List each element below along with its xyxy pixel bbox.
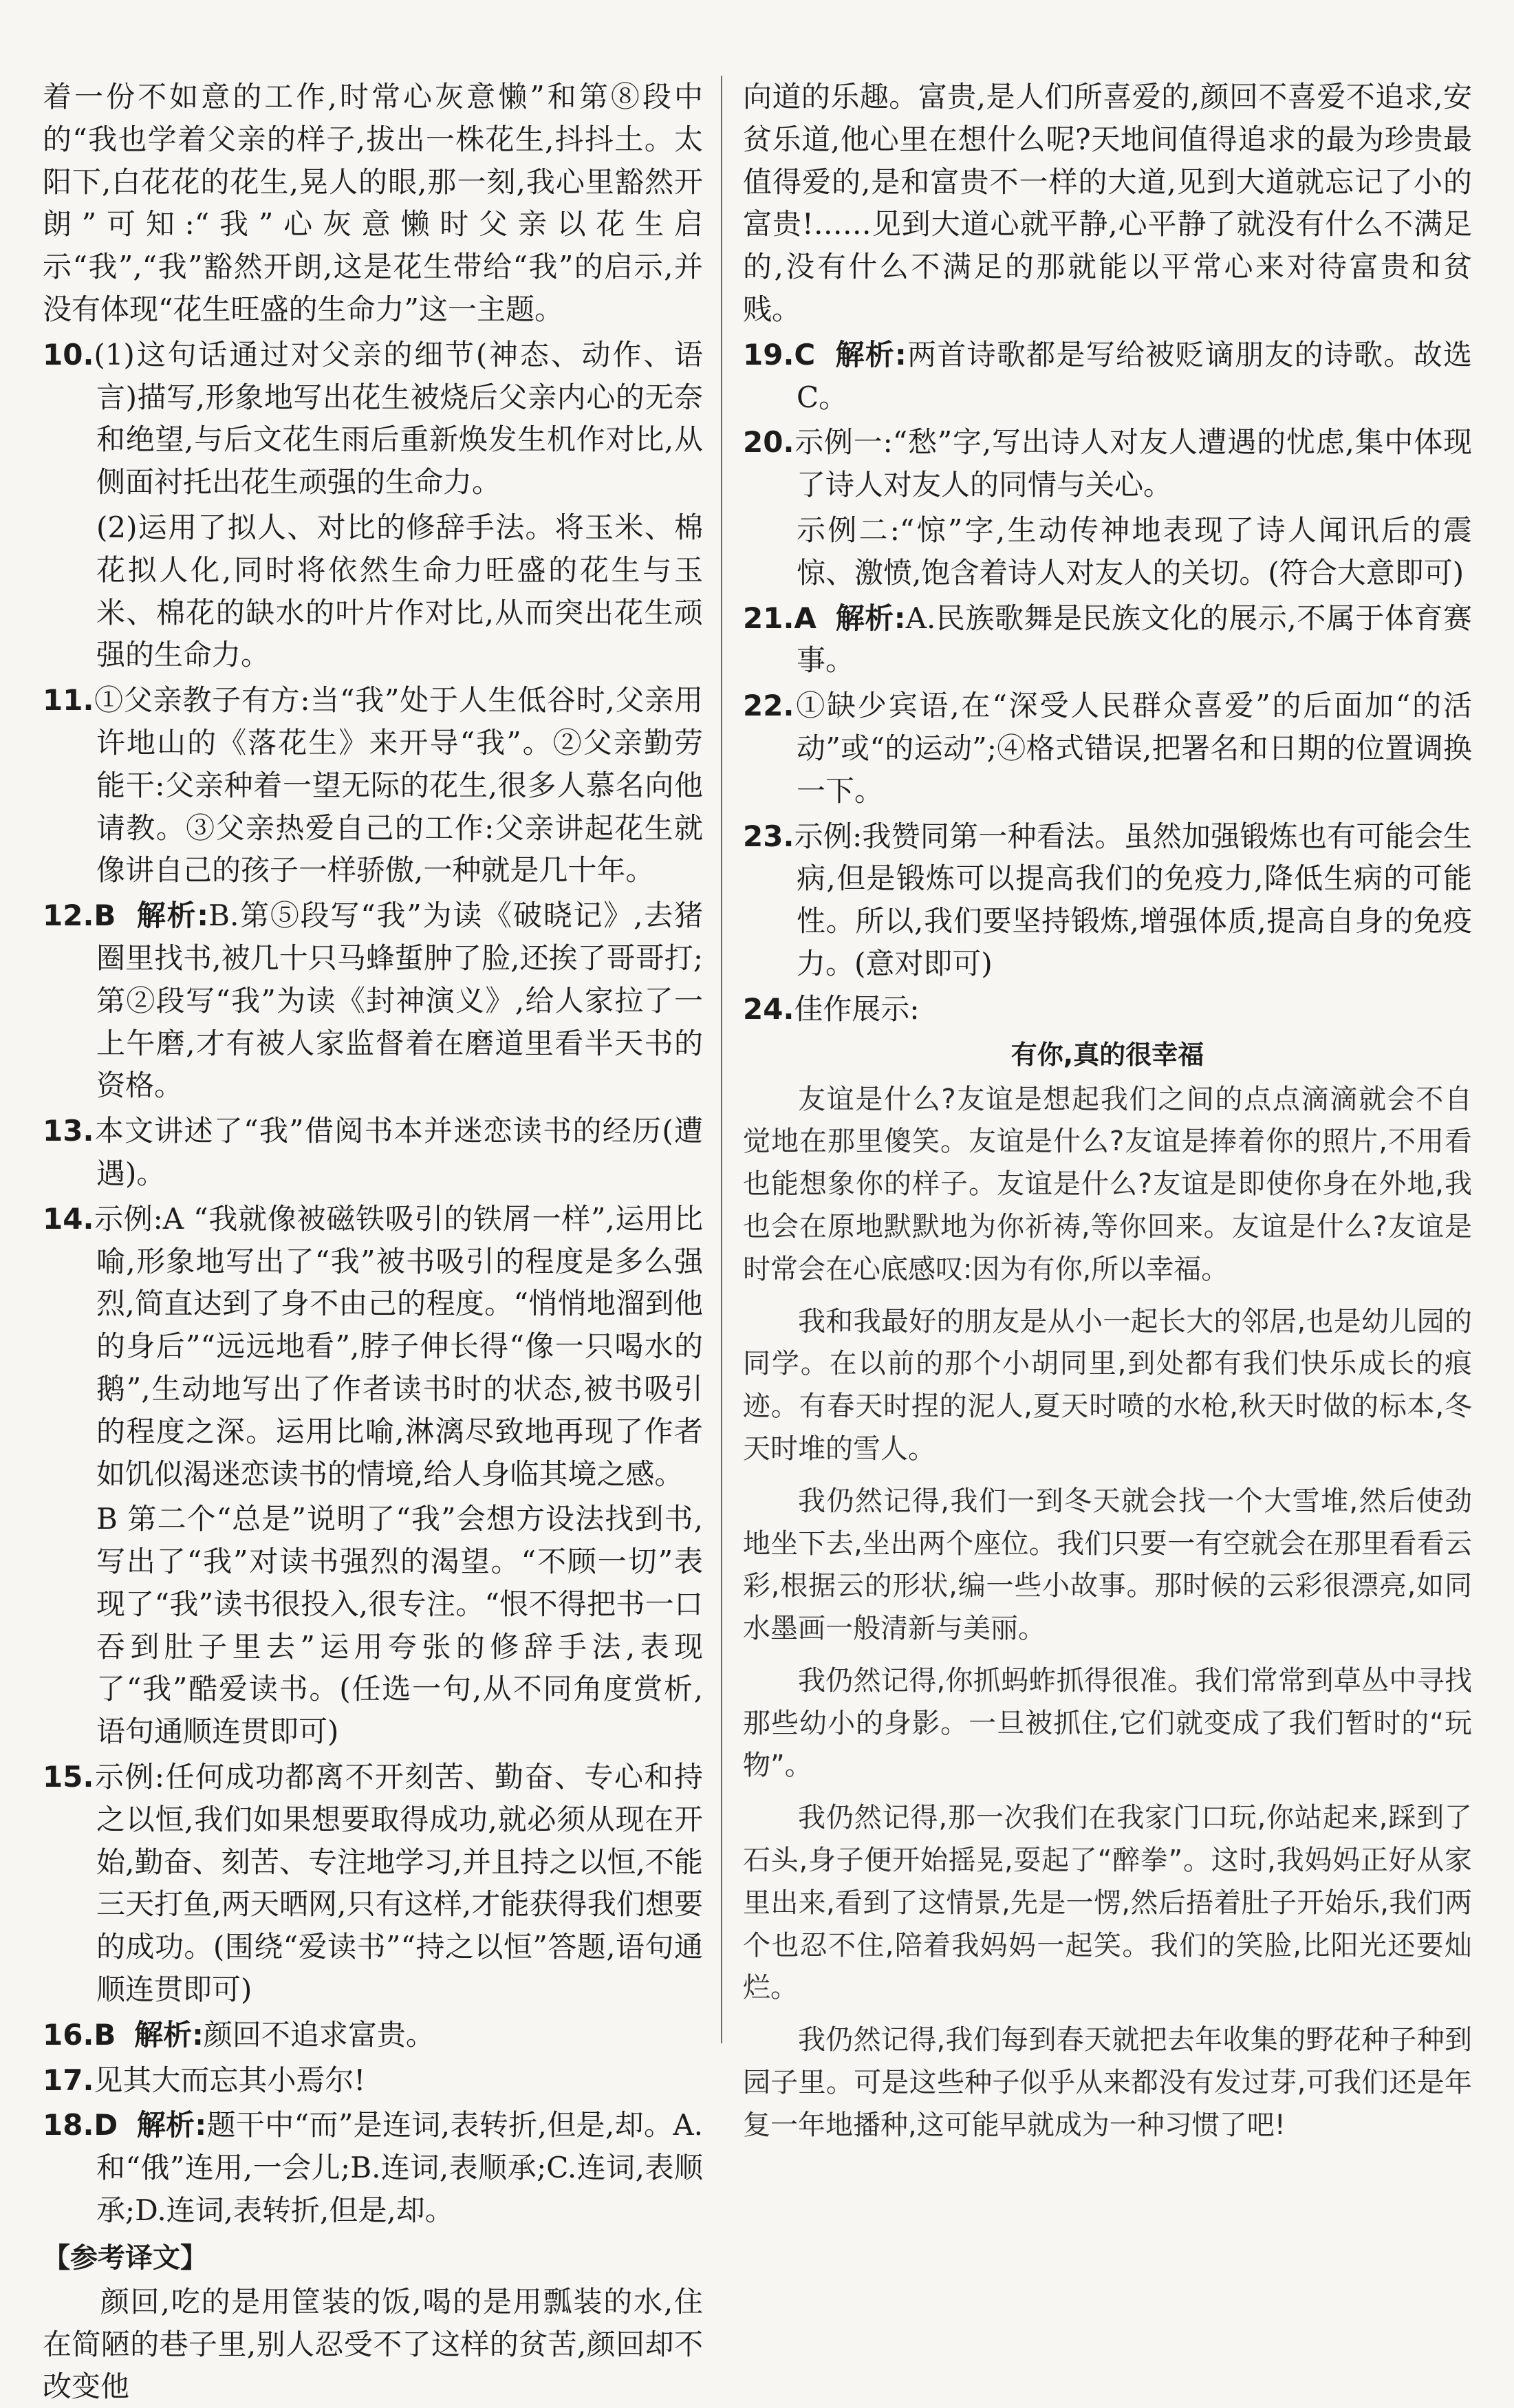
- answer-14: [43, 1198, 703, 1496]
- answer-text: 示例:我赞同第一种看法。虽然加强锻炼也有可能会生病,但是锻炼可以提高我们的免疫力,降低生病的可能性。所以,我们要坚持锻炼,增强体质,提高自身的免疫力。(意对即可): [794, 819, 1472, 980]
- question-number: 21.: [743, 601, 794, 635]
- answer-18: [43, 2104, 703, 2231]
- essay-body: [743, 1079, 1472, 2147]
- question-number: 24.: [743, 991, 794, 1026]
- answer-text: 两首诗歌都是写给被贬谪朋友的诗歌。故选C。: [797, 337, 1472, 414]
- question-number: 13.: [43, 1114, 94, 1148]
- answer-text: ①缺少宾语,在“深受人民群众喜爱”的后面加“的活动”或“的运动”;④格式错误,把署名和日期的位置调换一下。: [794, 689, 1472, 808]
- analysis-label: 解析:: [134, 2017, 204, 2052]
- analysis-label: 解析:: [136, 2108, 207, 2142]
- left-column: [43, 76, 704, 2404]
- answer-text: 本文讲述了“我”借阅书本并迷恋读书的经历(遭遇)。: [94, 1114, 703, 1190]
- answer-13: [43, 1110, 703, 1195]
- question-number: 23.: [743, 819, 794, 853]
- essay-paragraph: 我仍然记得,我们每到春天就把去年收集的野花种子种到园子里。可是这些种子似乎从来都没有发过芽,可我们还是年复一年地播种,这可能早就成为一种习惯了吧!: [743, 2024, 1472, 2141]
- answer-24: [743, 988, 1472, 1031]
- choice-letter: B: [94, 2017, 116, 2052]
- answer-16: [43, 2014, 703, 2056]
- answer-22: [743, 685, 1472, 812]
- answer-text: (1)这句话通过对父亲的细节(神态、动作、语言)描写,形象地写出花生被烧后父亲内心的无奈和绝望,与后文花生雨后重新焕发生机作对比,从侧面衬托出花生顽强的生命力。: [94, 337, 703, 499]
- analysis-label: 解析:: [835, 337, 907, 372]
- reference-translation-text: 颜回,吃的是用筐装的饭,喝的是用瓢装的水,住在简陋的巷子里,别人忍受不了这样的贫苦,颜回却不改变他: [43, 2284, 703, 2404]
- question-number: 20.: [743, 425, 794, 460]
- essay-paragraph: 我仍然记得,我们一到冬天就会找一个大雪堆,然后使劲地坐下去,坐出两个座位。我们只要一有空就会在那里看看云彩,根据云的形状,编一些小故事。那时候的云彩很漂亮,如同水墨画一般清新与美丽。: [743, 1485, 1472, 1645]
- essay-paragraph: 我仍然记得,那一次我们在我家门口玩,你站起来,踩到了石头,身子便开始摇晃,耍起了“醉拳”。这时,我妈妈正好从家里出来,看到了这情景,先是一愣,然后捂着肚子开始乐,我们两个也忍不住,陪着我妈妈一起笑。我们的笑脸,比阳光还要灿烂。: [743, 1802, 1472, 2004]
- choice-letter: A: [794, 601, 817, 635]
- question-number: 22.: [743, 689, 794, 723]
- answer-text: B.第⑤段写“我”为读《破晓记》,去猪圈里找书,被几十只马蜂蜇肿了脸,还挨了哥哥打;第②段写“我”为读《封神演义》,给人家拉了一上午磨,才有被人家监督着在磨道里看半天书的资格。: [96, 899, 703, 1103]
- choice-letter: B: [94, 899, 116, 933]
- continued-answer-text: 着一份不如意的工作,时常心灰意懒”和第⑧段中的“我也学着父亲的样子,拔出一株花生,抖抖土。太阳下,白花花的花生,晃人的眼,那一刻,我心里豁然开朗”可知:“我”心灰意懒时父亲以花生启示“我”,“我”豁然开朗,这是花生带给“我”的启示,并没有体现“花生旺盛的生命力”这一主题。: [43, 80, 703, 326]
- answer-20-part2: 示例二:“惊”字,生动传神地表现了诗人闻讯后的震惊、激愤,饱含着诗人对友人的关切。(符合大意即可): [797, 513, 1472, 590]
- question-number: 18.: [43, 2108, 94, 2142]
- choice-letter: D: [94, 2108, 118, 2142]
- question-number: 17.: [43, 2063, 94, 2097]
- answer-text: 见其大而忘其小焉尔!: [94, 2063, 366, 2097]
- reference-translation-heading: 【参考译文】: [43, 2242, 208, 2274]
- answer-20: [743, 421, 1472, 506]
- answer-14-part2: B 第二个“总是”说明了“我”会想方设法找到书,写出了“我”对读书强烈的渴望。“不顾一切”表现了“我”读书很投入,很专注。“恨不得把书一口吞到肚子里去”运用夸张的修辞手法,表现了“我”酷爱读书。(任选一句,从不同角度赏析,语句通顺连贯即可): [96, 1502, 703, 1749]
- right-column: [743, 76, 1472, 2141]
- question-number: 16.: [43, 2017, 94, 2052]
- analysis-label: 解析:: [835, 601, 906, 635]
- question-number: 15.: [43, 1760, 94, 1794]
- column-divider: [721, 76, 722, 2043]
- question-number: 14.: [43, 1201, 94, 1236]
- essay-paragraph: 我仍然记得,你抓蚂蚱抓得很准。我们常常到草丛中寻找那些幼小的身影。一旦被抓住,它们就变成了我们暂时的“玩物”。: [743, 1664, 1472, 1782]
- essay-paragraph: 友谊是什么?友谊是想起我们之间的点点滴滴就会不自觉地在那里傻笑。友谊是什么?友谊是捧着你的照片,不用看也能想象你的样子。友谊是什么?友谊是即使你身在外地,我也会在原地默默地为你祈祷,等你回来。友谊是什么?友谊是时常会在心底感叹:因为有你,所以幸福。: [743, 1083, 1472, 1285]
- answer-12: [43, 894, 703, 1107]
- question-number: 11.: [43, 683, 94, 718]
- answer-23: [743, 815, 1472, 985]
- answer-text: 颜回不追求富贵。: [203, 2017, 435, 2052]
- answer-text: A.民族歌舞是民族文化的展示,不属于体育赛事。: [797, 601, 1472, 678]
- choice-letter: C: [794, 337, 816, 372]
- answer-15: [43, 1756, 703, 2011]
- question-number: 10.: [43, 337, 94, 372]
- answer-10-part2: (2)运用了拟人、对比的修辞手法。将玉米、棉花拟人化,同时将依然生命力旺盛的花生与玉米、棉花的缺水的叶片作对比,从而突出花生顽强的生命力。: [96, 510, 703, 672]
- essay-paragraph: 我和我最好的朋友是从小一起长大的邻居,也是幼儿园的同学。在以前的那个小胡同里,到处都有我们快乐成长的痕迹。有春天时捏的泥人,夏天时喷的水枪,秋天时做的标本,冬天时堆的雪人。: [743, 1305, 1472, 1465]
- answer-text: 示例一:“愁”字,写出诗人对友人遭遇的忧虑,集中体现了诗人对友人的同情与关心。: [794, 425, 1472, 502]
- question-number: 19.: [743, 337, 794, 372]
- answer-17: [43, 2059, 703, 2102]
- continued-translation-text: 向道的乐趣。富贵,是人们所喜爱的,颜回不喜爱不追求,安贫乐道,他心里在想什么呢?天地间值得追求的最为珍贵最值得爱的,是和富贵不一样的大道,见到大道就忘记了小的富贵!……见到大道心就平静,心平静了就没有什么不满足的,没有什么不满足的那就能以平常心来对待富贵和贫贱。: [743, 80, 1472, 326]
- answer-19: [743, 334, 1472, 419]
- answer-10: [43, 334, 703, 504]
- analysis-label: 解析:: [136, 899, 209, 933]
- answer-text: ①父亲教子有方:当“我”处于人生低谷时,父亲用许地山的《落花生》来开导“我”。②父亲勤劳能干:父亲种着一望无际的花生,很多人慕名向他请教。③父亲热爱自己的工作:父亲讲起花生就像讲自己的孩子一样骄傲,一种就是几十年。: [94, 683, 703, 888]
- question-number: 12.: [43, 899, 94, 933]
- essay-title: 有你,真的很幸福: [1010, 1039, 1204, 1070]
- answer-21: [743, 597, 1472, 682]
- answer-text: 示例:任何成功都离不开刻苦、勤奋、专心和持之以恒,我们如果想要取得成功,就必须从现在开始,勤奋、刻苦、专注地学习,并且持之以恒,不能三天打鱼,两天晒网,只有这样,才能获得我们想要的成功。(围绕“爱读书”“持之以恒”答题,语句通顺连贯即可): [94, 1760, 703, 2007]
- answer-text: 题干中“而”是连词,表转折,但是,却。A.和“俄”连用,一会儿;B.连词,表顺承;C.连词,表顺承;D.连词,表转折,但是,却。: [96, 2108, 704, 2228]
- answer-text: 佳作展示:: [794, 991, 920, 1026]
- answer-11: [43, 679, 703, 892]
- answer-text: 示例:A “我就像被磁铁吸引的铁屑一样”,运用比喻,形象地写出了“我”被书吸引的程度是多么强烈,简直达到了身不由己的程度。“悄悄地溜到他的身后”“远远地看”,脖子伸长得“像一只喝水的鹅”,生动地写出了作者读书时的状态,被书吸引的程度之深。运用比喻,淋漓尽致地再现了作者如饥似渴迷恋读书的情境,给人身临其境之感。: [94, 1201, 703, 1491]
